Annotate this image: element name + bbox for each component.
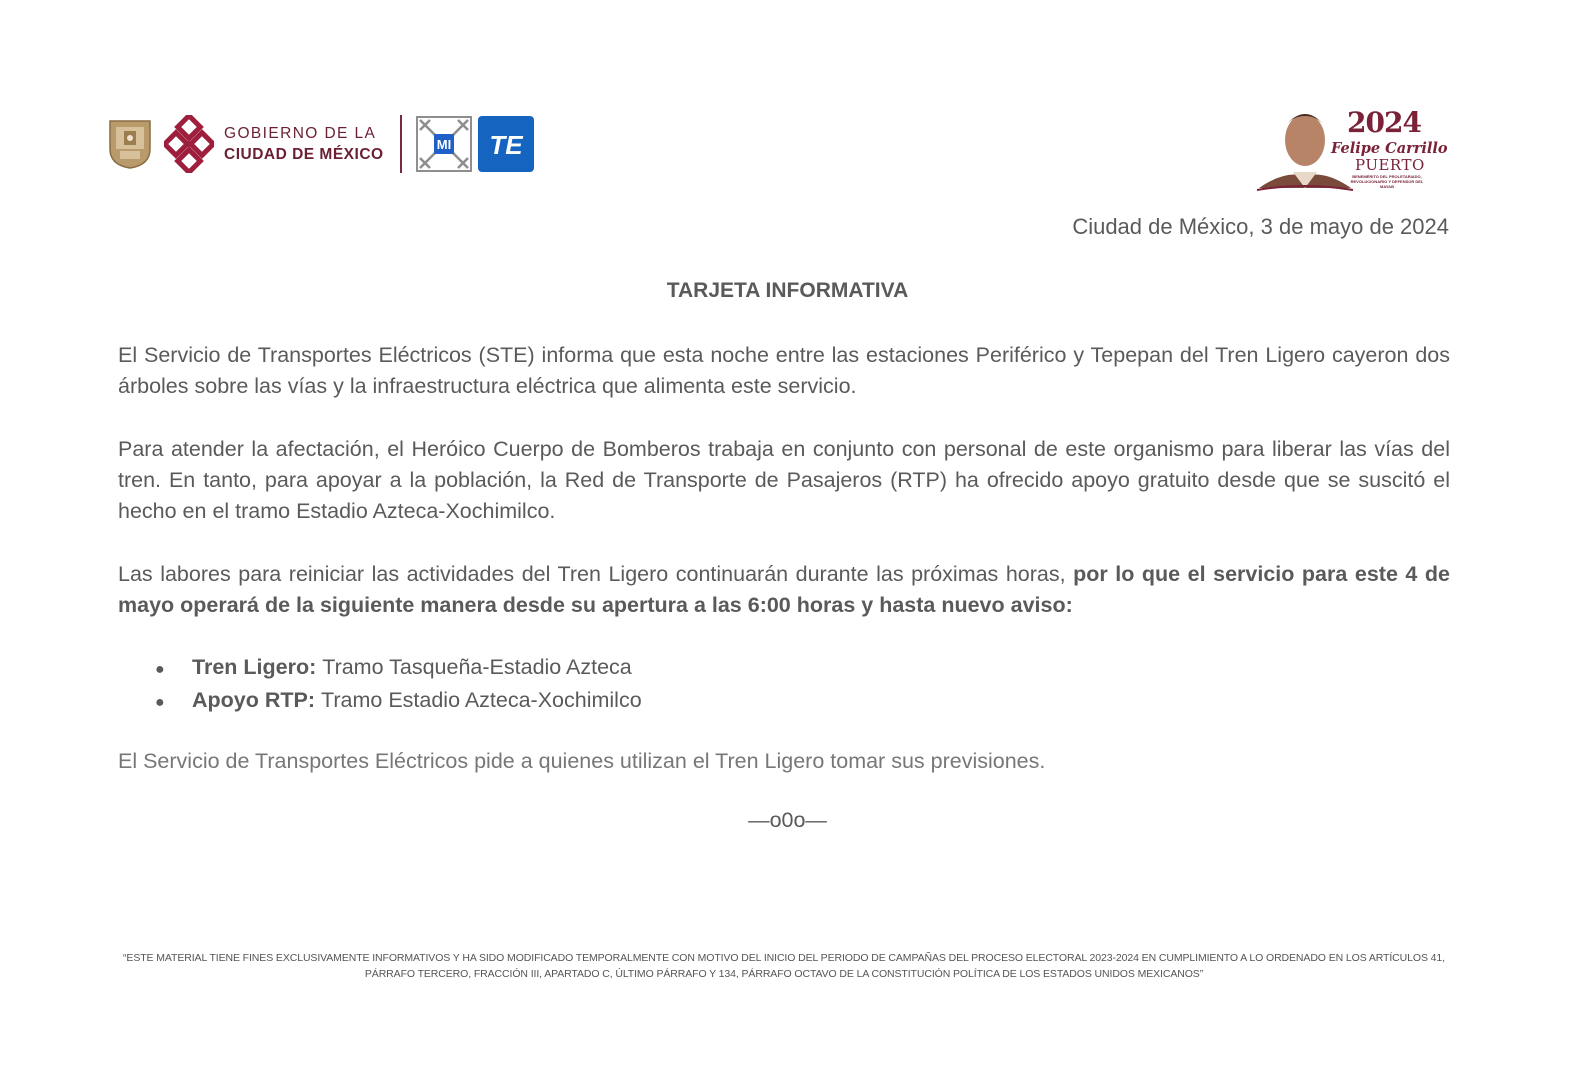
ste-logo-text: TE xyxy=(488,130,523,160)
header-logos xyxy=(108,112,534,176)
list-item xyxy=(155,685,642,718)
metro-mi-logo-icon xyxy=(416,116,472,172)
paragraph-3-normal: Las labores para reiniciar las actividades del Tren Ligero continuarán durante las próximas horas, xyxy=(118,562,1074,586)
paragraph-3 xyxy=(118,559,1450,621)
bullet-icon: ● xyxy=(155,661,165,678)
document-date: Ciudad de México, 3 de mayo de 2024 xyxy=(1072,214,1449,239)
paragraph-2 xyxy=(118,434,1450,527)
cdmx-coat-of-arms-icon xyxy=(108,119,152,169)
anniversary-logo xyxy=(1255,102,1448,194)
bullet-icon: ● xyxy=(155,694,165,711)
list-item-text: Tramo Estadio Azteca-Xochimilco xyxy=(321,688,642,712)
paragraph-3-text xyxy=(118,559,1450,621)
anniversary-year: 2024 xyxy=(1347,106,1421,139)
paragraph-2-text: Para atender la afectación, el Heróico Cuerpo de Bomberos trabaja en conjunto con personal de este organismo para liberar las vías del tren. En tanto, para apoyar a la población, la Red de Transporte de Pasajeros (RTP) ha ofrecido apoyo gratuito desde que se suscitó el hecho en el tramo Estadio Azteca-Xochimilco. xyxy=(118,437,1450,523)
list-item-label: Apoyo RTP: xyxy=(192,688,316,712)
gov-name-line2: CIUDAD DE MÉXICO xyxy=(224,146,384,163)
paragraph-1-text: El Servicio de Transportes Eléctricos (STE) informa que esta noche entre las estaciones Periférico y Tepepan del Tren Ligero cayeron dos árboles sobre las vías y la infraestructura eléctrica que alimenta este servicio. xyxy=(118,343,1450,398)
anniversary-subtitle: BENEMÉRITO DEL PROLETARIADO, REVOLUCIONARIO Y DEFENSOR DEL MAYAB xyxy=(1350,174,1424,189)
anniversary-name-line1: Felipe Carrillo xyxy=(1331,140,1448,157)
ste-logo-icon xyxy=(478,116,534,172)
gov-name-line1: GOBIERNO DE LA xyxy=(224,125,377,142)
list-item-label: Tren Ligero: xyxy=(192,655,317,679)
anniversary-name-line2: PUERTO xyxy=(1355,156,1425,174)
paragraph-3-bold: por lo que el servicio para este 4 de mayo operará de la siguiente manera desde su apertura a las 6:00 horas y hasta nuevo aviso: xyxy=(118,562,1451,617)
gov-name xyxy=(224,123,384,165)
end-separator: —o0o— xyxy=(748,808,827,832)
electoral-disclaimer: “ESTE MATERIAL TIENE FINES EXCLUSIVAMENTE INFORMATIVOS Y HA SIDO MODIFICADO TEMPORALMENTE CON MOTIVO DEL INICIO DEL PERIODO DE CAMPAÑAS DEL PROCESO ELECTORAL 2023-2024 EN CUMPLIMIENTO A LO ORDENADO EN LOS ARTÍCULOS 41, PÁRRAFO TERCERO, FRACCIÓN III, APARTADO C, ÚLTIMO PÁRRAFO Y 134, PÁRRAFO OCTAVO DE LA CONSTITUCIÓN POLÍTICA DE LOS ESTADOS UNIDOS MEXICANOS” xyxy=(123,952,1445,980)
document-title: TARJETA INFORMATIVA xyxy=(666,279,909,302)
list-item xyxy=(155,652,642,685)
list-item-text: Tramo Tasqueña-Estadio Azteca xyxy=(322,655,632,679)
paragraph-1 xyxy=(118,340,1450,402)
cdmx-knot-logo-icon xyxy=(164,115,214,173)
mi-logo-text: MI xyxy=(436,137,451,152)
closing-text: El Servicio de Transportes Eléctricos pide a quienes utilizan el Tren Ligero tomar sus previsiones. xyxy=(118,749,1046,773)
service-list xyxy=(155,652,642,718)
logo-divider xyxy=(400,115,402,173)
